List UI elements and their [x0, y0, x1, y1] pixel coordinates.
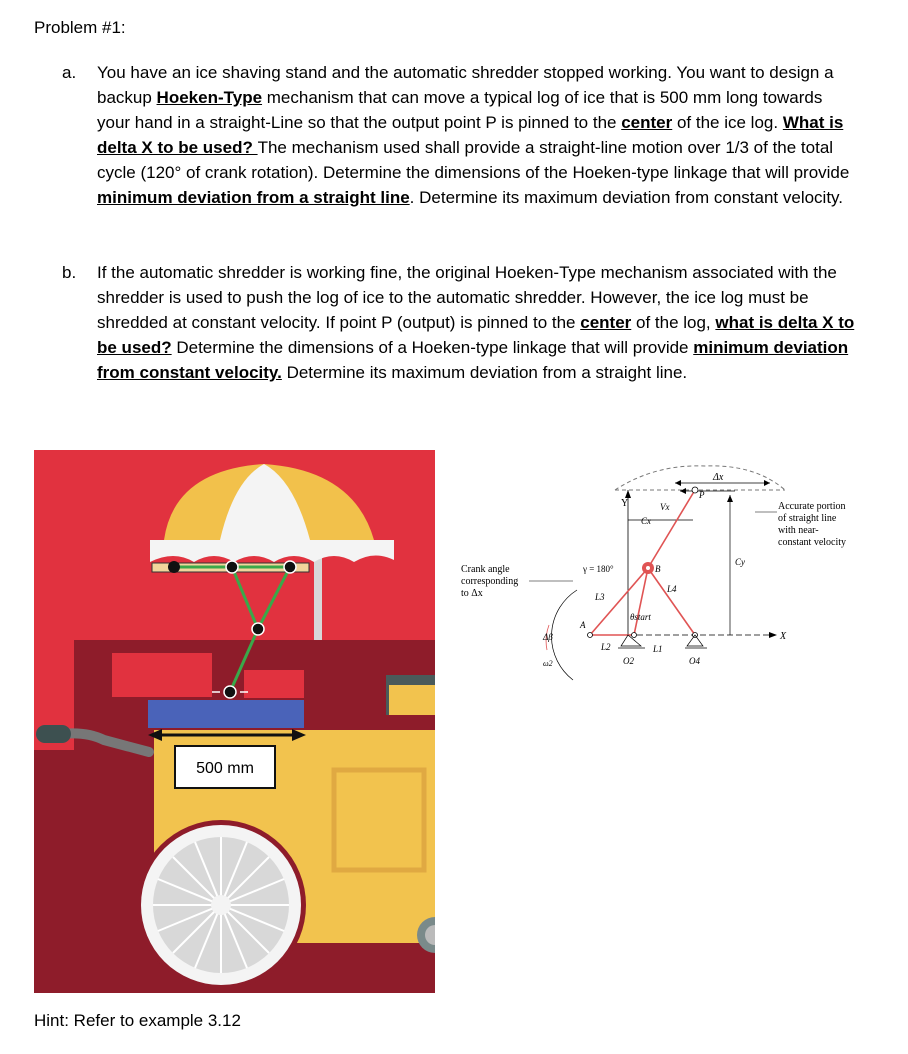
cy-label: Cy: [735, 557, 745, 567]
part-a-marker: a.: [62, 63, 77, 82]
accurate-note-4: constant velocity: [778, 537, 847, 548]
l3-label: L3: [595, 592, 605, 602]
cx-label: Cx: [641, 516, 651, 526]
crank-angle-line-1: Crank angle: [461, 564, 510, 575]
part-b-segment: minimum deviation from constant velocity.: [97, 338, 849, 382]
l2-label: L2: [601, 642, 611, 652]
part-a-segment: What is delta X to be used?: [97, 113, 844, 157]
accurate-note-3: with near-: [778, 525, 819, 536]
part-a-segment: center: [621, 113, 673, 132]
part-b-marker: b.: [62, 263, 77, 282]
p-label: P: [699, 490, 705, 500]
crank-angle-line-3: to Δx: [461, 588, 483, 599]
part-a-segment: mechanism that can move a typical log of ice that is 500 mm long towards your hand in a straight-Line so that the output point P is pinned to the: [97, 88, 823, 132]
part-a-segment: You have an ice shaving stand and the automatic shredder stopped working. You want to design a backup: [97, 63, 834, 107]
crank-angle-line-2: corresponding: [461, 576, 519, 587]
part-a-segment: minimum deviation from a straight line: [97, 188, 410, 207]
gamma-label: γ = 180°: [583, 564, 614, 574]
o4-label: O4: [689, 656, 700, 666]
vx-label: Vx: [660, 502, 670, 512]
accurate-note-2: of straight line: [778, 513, 837, 524]
b-label: B: [655, 564, 661, 574]
part-a-segment: of the ice log.: [672, 113, 783, 132]
o2-label: O2: [623, 656, 634, 666]
x-label: X: [780, 631, 787, 642]
delta-beta-label: Δβ: [543, 632, 553, 642]
y-label: Y: [621, 498, 629, 509]
theta-start-label: θstart: [630, 612, 651, 622]
part-b-segment: center: [580, 313, 632, 332]
l1-label: L1: [653, 644, 663, 654]
hoeken-mechanism-diagram: [455, 450, 875, 690]
accurate-note-1: Accurate portion: [778, 501, 846, 512]
length-label: 500 mm: [196, 760, 254, 777]
a-label: A: [580, 620, 586, 630]
part-b-segment: what is delta X to be used?: [97, 313, 855, 357]
part-a-segment: . Determine its maximum deviation from constant velocity.: [409, 188, 844, 207]
part-a-segment: Hoeken-Type: [156, 88, 263, 107]
part-b-segment: Determine its maximum deviation from a straight line.: [281, 363, 688, 382]
ice-cart-illustration: [34, 450, 435, 993]
part-a-text: [97, 60, 857, 210]
part-b-segment: If the automatic shredder is working fine, the original Hoeken-Type mechanism associated with the shredder is used to push the log of ice to the automatic shredder. However, the ice log must be shredded at constant velocity. If point P (output) is pinned to the: [97, 263, 837, 332]
problem-title: Problem #1:: [34, 18, 126, 37]
delta-x-label: Δx: [713, 472, 724, 483]
hint-text: Hint: Refer to example 3.12: [34, 1011, 241, 1030]
part-b-segment: Determine the dimensions of a Hoeken-type linkage that will provide: [171, 338, 694, 357]
part-a-segment: The mechanism used shall provide a straight-line motion over 1/3 of the total cycle (120° of crank rotation). Determine the dimensions of the Hoeken-type linkage that will provide: [97, 138, 850, 182]
part-b-segment: of the log,: [631, 313, 716, 332]
part-b-text: [97, 260, 857, 385]
l4-label: L4: [667, 584, 677, 594]
omega-label: ω2: [543, 659, 553, 668]
